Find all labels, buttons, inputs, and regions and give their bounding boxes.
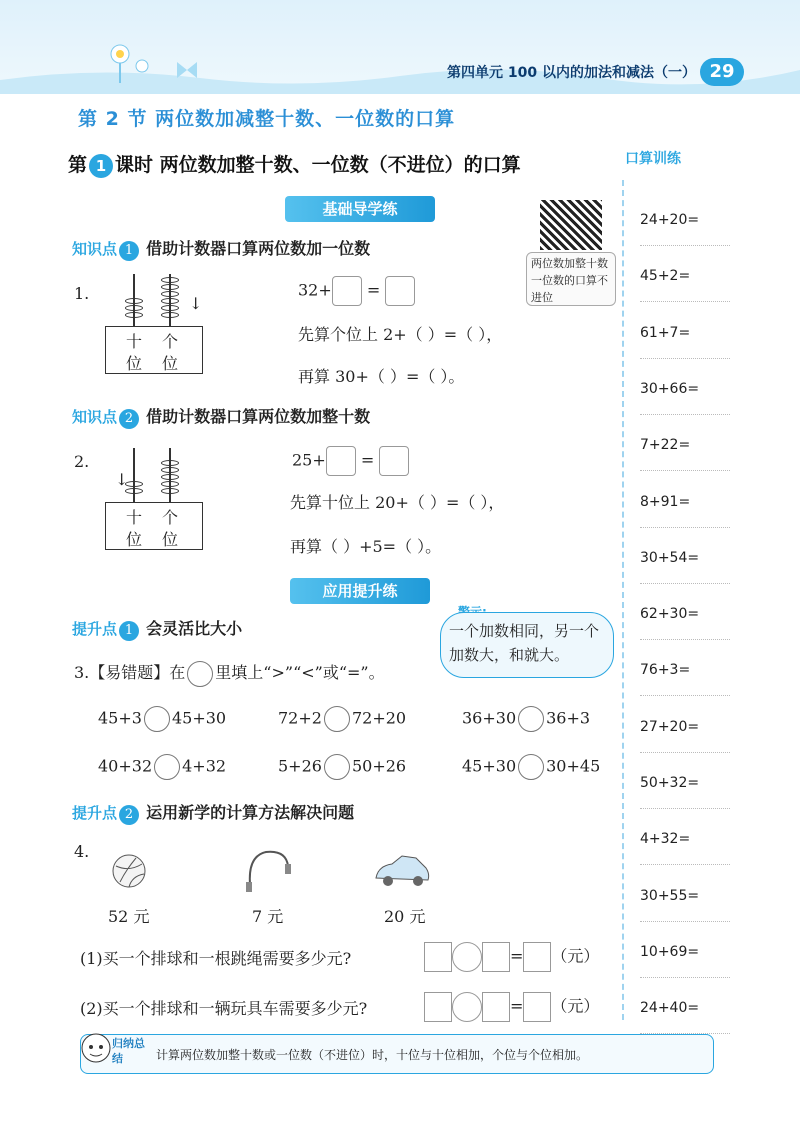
q2-result-box[interactable] (379, 446, 409, 476)
bead (125, 312, 143, 318)
bead (125, 298, 143, 304)
bead (125, 305, 143, 311)
q3-left: 36+30 (462, 708, 517, 728)
q3-instruction (74, 660, 385, 687)
answer-box[interactable] (523, 992, 551, 1022)
q1-abacus-frame (105, 326, 203, 374)
q1-expr-a: 32+ (298, 280, 332, 300)
q1-pos-label: 位 (162, 354, 179, 373)
volleyball-icon (110, 852, 148, 890)
tip-cloud: 一个加数相同，另一个加数大，和就大。 (440, 612, 614, 678)
equal-sign: = (510, 946, 524, 966)
oral-training-item: 62+30= (640, 584, 730, 640)
q4-sub2: (2)买一个排球和一辆玩具车需要多少元? (80, 999, 368, 1018)
oral-training-item: 8+91= (640, 472, 730, 528)
qr-note: 两位数加整十数一位数的口算不进位 (526, 252, 616, 306)
bead (161, 284, 179, 290)
oral-training-item: 24+40= (640, 978, 730, 1034)
q3-post: 里填上“>”“<”或“=”。 (215, 663, 385, 682)
answer-box[interactable] (424, 942, 452, 972)
lesson-prefix: 第 (68, 154, 88, 176)
oral-training-item: 61+7= (640, 303, 730, 359)
q1-result-box[interactable] (385, 276, 415, 306)
kp1-label: 知识点 (72, 240, 118, 258)
kp1-number: 1 (119, 241, 139, 261)
bead (161, 277, 179, 283)
operator-circle[interactable] (452, 992, 482, 1022)
oral-training-item: 7+22= (640, 415, 730, 471)
q3-item (278, 754, 406, 780)
equal-sign: = (510, 996, 524, 1016)
q3-right: 50+26 (351, 756, 407, 776)
q3-right: 30+45 (546, 756, 601, 776)
bead (161, 481, 179, 487)
improve-point-2 (72, 800, 354, 825)
q3-pre: 在 (169, 663, 186, 682)
tp2-label: 提升点 (72, 804, 118, 822)
tp2-number: 2 (119, 805, 139, 825)
q3-item (278, 706, 406, 732)
bead (161, 312, 179, 318)
q3-item (462, 754, 600, 780)
bead (161, 474, 179, 480)
q3-compare-circle[interactable] (154, 754, 180, 780)
oral-training-logo: 口算训练 (625, 151, 681, 167)
kp2-text: 借助计数器口算两位数加整十数 (146, 407, 371, 426)
q3-item (98, 754, 226, 780)
q1-tens-label: 十 (126, 332, 143, 351)
q2-pos-label: 位 (162, 530, 179, 549)
lesson-title (68, 150, 521, 178)
q2-line1: 先算十位上 20+（ ）=（ ）， (290, 493, 505, 512)
q4-sub1-answer (424, 942, 599, 972)
kp2-label: 知识点 (72, 408, 118, 426)
q2-tens-label: 十 (126, 508, 143, 527)
oral-training-item: 4+32= (640, 809, 730, 865)
down-arrow-icon: ↓ (189, 294, 203, 313)
q3-compare-circle[interactable] (144, 706, 170, 732)
q3-sample-circle (187, 661, 213, 687)
q3-right: 72+20 (351, 708, 407, 728)
q3-compare-circle[interactable] (324, 754, 350, 780)
q3-left: 40+32 (98, 756, 153, 776)
answer-box[interactable] (482, 992, 510, 1022)
q2-abacus (105, 440, 205, 552)
q4-sub1: (1)买一个排球和一根跳绳需要多少元? (80, 949, 352, 968)
volleyball-price: 52 元 (108, 907, 150, 926)
bead (161, 305, 179, 311)
q2-line2: 再算（ ）+5=（ ）。 (290, 537, 442, 556)
oral-training-item: 27+20= (640, 697, 730, 753)
lesson-title-text: 课时 两位数加整十数、一位数（不进位）的口算 (115, 154, 521, 176)
q4-number: 4. (74, 842, 90, 861)
q3-right: 36+3 (546, 708, 591, 728)
toy-car-price: 20 元 (384, 907, 426, 926)
q3-compare-circle[interactable] (324, 706, 350, 732)
unit-title: 第四单元 100 以内的加法和减法（一） (447, 65, 696, 81)
q1-answer-box[interactable] (332, 276, 362, 306)
q2-abacus-frame (105, 502, 203, 550)
answer-box[interactable] (523, 942, 551, 972)
bead (161, 298, 179, 304)
operator-circle[interactable] (452, 942, 482, 972)
summary-badge: 归纳总结 (112, 1037, 145, 1065)
q2-expr-a: 25+ (292, 450, 326, 470)
q3-tag: 【易错题】 (89, 663, 170, 682)
oral-training-item: 30+66= (640, 359, 730, 415)
oral-training-item: 30+54= (640, 528, 730, 584)
q1-line1: 先算个位上 2+（ ）=（ ）， (298, 325, 503, 344)
flower-decoration-icon (98, 38, 158, 88)
tp1-text: 会灵活比大小 (146, 619, 243, 638)
q3-left: 72+2 (278, 708, 322, 728)
q3-left: 45+3 (98, 708, 142, 728)
oral-training-item: 50+32= (640, 753, 730, 809)
bead (161, 291, 179, 297)
q2-expr-equal: = (360, 450, 375, 470)
oral-training-item: 30+55= (640, 866, 730, 922)
butterfly-icon (172, 58, 202, 82)
cartoon-child-icon (76, 1030, 116, 1076)
q2-ones-label: 个 (162, 508, 179, 527)
section-title: 第 2 节 两位数加减整十数、一位数的口算 (78, 108, 456, 130)
tp1-label: 提升点 (72, 620, 118, 638)
lesson-number: 1 (89, 154, 113, 178)
kp1-text: 借助计数器口算两位数加一位数 (146, 239, 371, 258)
knowledge-point-2 (72, 404, 370, 429)
knowledge-point-1 (72, 236, 370, 261)
tp2-text: 运用新学的计算方法解决问题 (146, 803, 355, 822)
page-number: 29 (700, 58, 744, 86)
q2-expression (292, 446, 409, 476)
unit-label: （元） (551, 996, 600, 1016)
q2-pos-label: 位 (126, 530, 143, 549)
oral-training-item: 76+3= (640, 640, 730, 696)
oral-training-item: 24+20= (640, 190, 730, 246)
q3-left: 5+26 (278, 756, 322, 776)
q3-right: 4+32 (182, 756, 227, 776)
oral-training-item: 10+69= (640, 922, 730, 978)
q3-right: 45+30 (171, 708, 227, 728)
q1-line2: 再算 30+（ ）=（ ）。 (298, 367, 465, 386)
q1-abacus (105, 264, 205, 376)
q3-left: 45+30 (462, 756, 517, 776)
bead (161, 488, 179, 494)
bead (161, 467, 179, 473)
q1-ones-label: 个 (162, 332, 179, 351)
q2-number: 2. (74, 452, 90, 471)
tp1-number: 1 (119, 621, 139, 641)
oral-training-item: 45+2= (640, 246, 730, 302)
toy-car-icon (372, 852, 432, 890)
down-arrow-icon: ↓ (115, 470, 129, 489)
jump-rope-icon (242, 846, 296, 892)
answer-box[interactable] (424, 992, 452, 1022)
q4-sub2-answer (424, 992, 599, 1022)
q1-expression (298, 276, 415, 306)
answer-box[interactable] (482, 942, 510, 972)
q1-number: 1. (74, 284, 90, 303)
q2-answer-box[interactable] (326, 446, 356, 476)
q3-compare-circle[interactable] (518, 754, 544, 780)
banner-applied-practice: 应用提升练 (290, 578, 430, 604)
bead (125, 481, 143, 487)
unit-label: （元） (551, 946, 600, 966)
summary-text: 计算两位数加整十数或一位数（不进位）时，十位与十位相加，个位与个位相加。 (156, 1048, 589, 1062)
q1-expr-equal: = (366, 280, 381, 300)
bead (125, 488, 143, 494)
q1-pos-label: 位 (126, 354, 143, 373)
improve-point-1 (72, 616, 242, 641)
jump-rope-price: 7 元 (252, 907, 284, 926)
banner-basic-practice: 基础导学练 (285, 196, 435, 222)
qr-code[interactable] (540, 200, 602, 250)
bead (161, 460, 179, 466)
q3-number: 3. (74, 663, 90, 682)
q3-item (462, 706, 590, 732)
q3-item (98, 706, 226, 732)
q3-compare-circle[interactable] (518, 706, 544, 732)
kp2-number: 2 (119, 409, 139, 429)
